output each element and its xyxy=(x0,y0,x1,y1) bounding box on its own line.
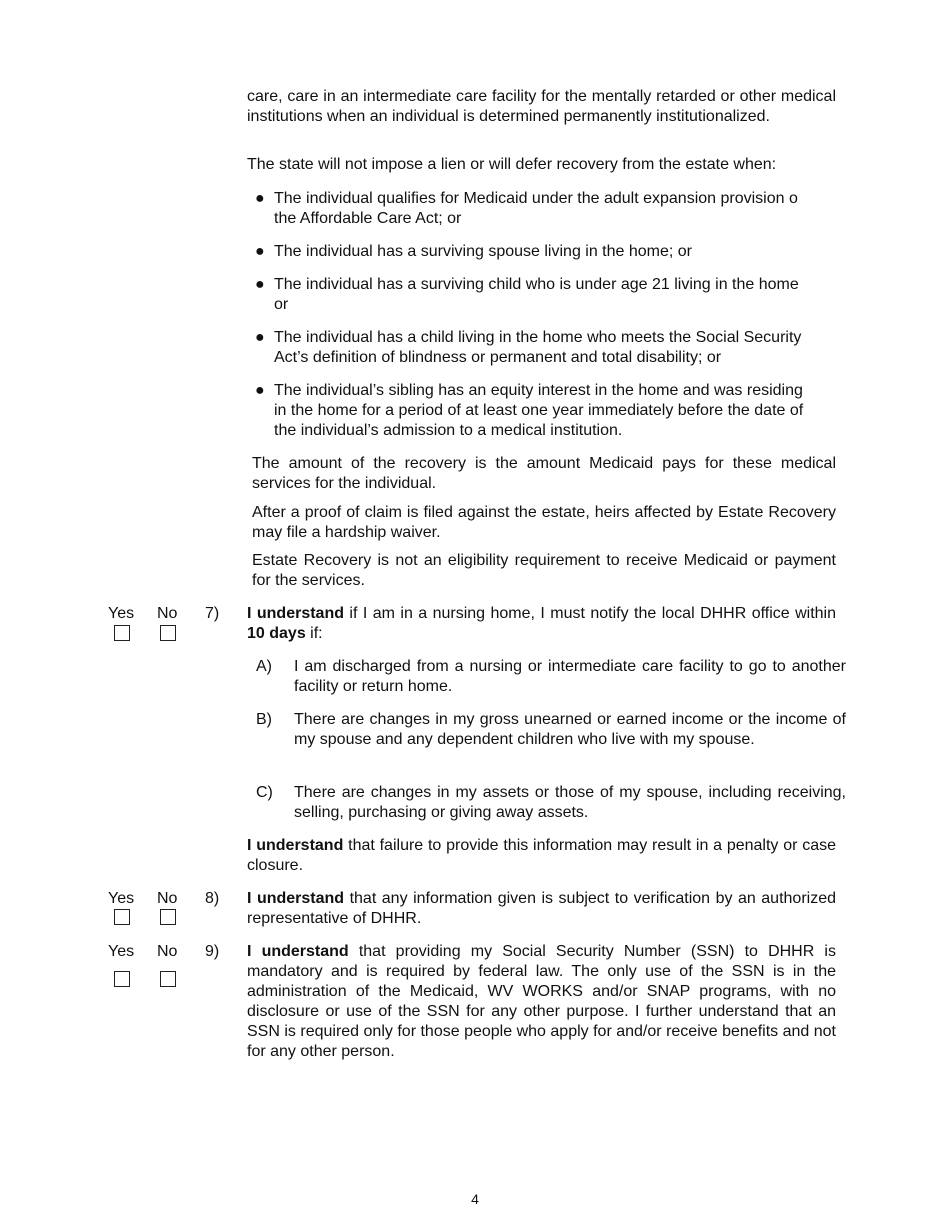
item8-statement xyxy=(247,889,836,929)
yes-label: Yes xyxy=(108,890,135,907)
eligibility-paragraph: Estate Recovery is not an eligibility requirement to receive Medicaid or payment for the services. xyxy=(252,552,836,589)
item9-yes-checkbox[interactable] xyxy=(114,971,130,987)
item8-yes-checkbox[interactable] xyxy=(114,909,130,925)
list-item xyxy=(274,275,846,315)
bullet-line: the Affordable Care Act; or xyxy=(274,210,462,227)
no-label: No xyxy=(157,890,178,907)
lien-intro-paragraph: The state will not impose a lien or will defer recovery from the estate when: xyxy=(247,156,777,173)
bullet-dot: ● xyxy=(255,190,265,207)
bullet-dot: ● xyxy=(255,382,265,399)
item7-yes-checkbox[interactable] xyxy=(114,625,130,641)
item9-text: that providing my Social Security Number (SSN) to DHHR is mandatory and is required by federal law. The only use of the SSN is in the administration of the Medicaid, WV WORKS and/or SNAP programs, with no disclosure or use of the SSN for any other purpose. I further understand that an SSN is required only for those people who apply for and/or receive benefits and not for any other person. xyxy=(247,943,836,1060)
item7-text-end: if: xyxy=(305,625,323,642)
list-item xyxy=(274,242,846,262)
yes-label: Yes xyxy=(108,605,135,622)
bullet-line: The individual qualifies for Medicaid under the adult expansion provision o xyxy=(274,190,798,207)
item7-bold-lead: I understand xyxy=(247,605,344,622)
page-number: 4 xyxy=(471,1191,479,1207)
sub-item-label: C) xyxy=(256,784,273,801)
item9-bold-lead: I understand xyxy=(247,943,349,960)
sub-item-text: There are changes in my gross unearned or earned income or the income of my spouse and any dependent children who live with my spouse. xyxy=(294,711,846,748)
item8-text: that any information given is subject to verification by an authorized representative of DHHR. xyxy=(247,890,837,927)
no-label: No xyxy=(157,943,178,960)
sub-item-label: B) xyxy=(256,711,272,728)
bullet-line: or xyxy=(274,296,289,313)
yes-label: Yes xyxy=(108,943,135,960)
list-item xyxy=(274,189,846,229)
item9-no-checkbox[interactable] xyxy=(160,971,176,987)
hardship-waiver-paragraph: After a proof of claim is filed against the estate, heirs affected by Estate Recovery may file a hardship waiver. xyxy=(252,504,836,541)
bullet-dot: ● xyxy=(255,276,265,293)
item8-number: 8) xyxy=(205,890,220,907)
item7-number: 7) xyxy=(205,605,220,622)
sub-item-text: I am discharged from a nursing or intermediate care facility to go to another facility or return home. xyxy=(294,658,846,695)
item7-statement xyxy=(247,604,836,644)
bullet-line: Act’s definition of blindness or permanent and total disability; or xyxy=(274,349,722,366)
item9-number: 9) xyxy=(205,943,220,960)
bullet-line: The individual has a child living in the home who meets the Social Security xyxy=(274,329,802,346)
bullet-line: The individual’s sibling has an equity interest in the home and was residing xyxy=(274,382,803,399)
item7-closing-bold: I understand xyxy=(247,837,344,854)
bullet-line: the individual’s admission to a medical institution. xyxy=(274,422,623,439)
sub-item-label: A) xyxy=(256,658,272,675)
bullet-dot: ● xyxy=(255,329,265,346)
bullet-dot: ● xyxy=(255,243,265,260)
item8-bold-lead: I understand xyxy=(247,890,345,907)
intro-paragraph: care, care in an intermediate care facility for the mentally retarded or other medical institutions when an individual is determined permanently institutionalized. xyxy=(247,88,836,125)
item7-text: if I am in a nursing home, I must notify the local DHHR office within xyxy=(344,605,836,622)
item7-no-checkbox[interactable] xyxy=(160,625,176,641)
item7-closing xyxy=(247,836,836,876)
item7-closing-text: that failure to provide this information may result in a penalty or case closure. xyxy=(247,837,836,874)
list-item xyxy=(274,328,846,368)
item9-statement xyxy=(247,942,836,1062)
item7-bold-days: 10 days xyxy=(247,625,306,642)
no-label: No xyxy=(157,605,178,622)
bullet-line: The individual has a surviving spouse living in the home; or xyxy=(274,243,693,260)
item8-no-checkbox[interactable] xyxy=(160,909,176,925)
recovery-amount-paragraph: The amount of the recovery is the amount Medicaid pays for these medical services for the individual. xyxy=(252,455,836,492)
bullet-line: The individual has a surviving child who is under age 21 living in the home xyxy=(274,276,799,293)
list-item xyxy=(274,381,846,441)
sub-item-text: There are changes in my assets or those of my spouse, including receiving, selling, purchasing or giving away assets. xyxy=(294,784,846,821)
bullet-line: in the home for a period of at least one year immediately before the date of xyxy=(274,402,804,419)
